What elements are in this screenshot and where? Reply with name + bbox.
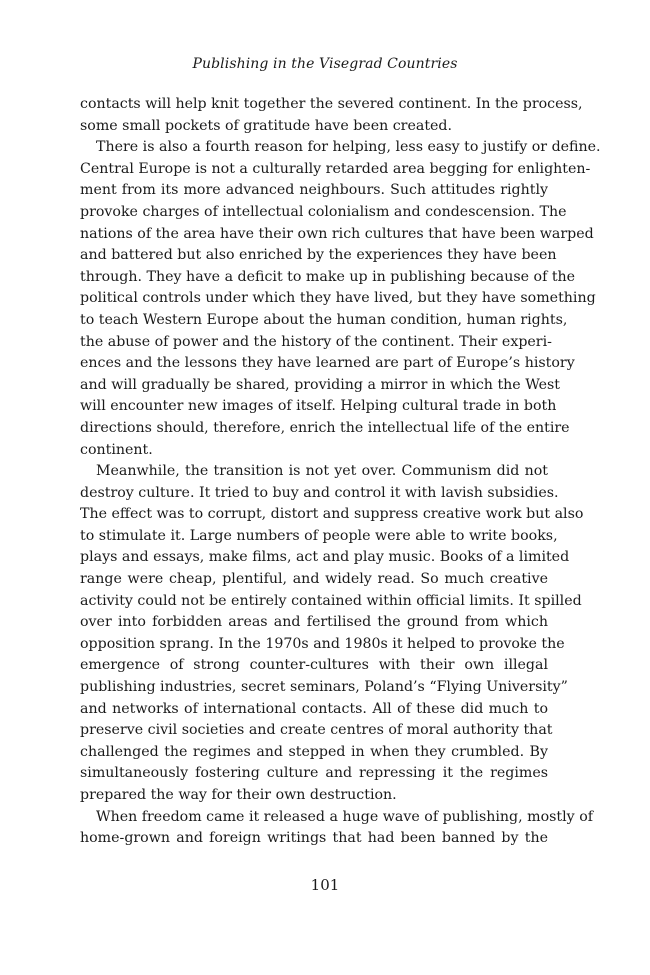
text-line: continent. bbox=[80, 441, 153, 458]
text-line: to teach Western Europe about the human condition, human rights, bbox=[80, 311, 568, 328]
text-line: home-grown and foreign writings that had been banned by the bbox=[80, 830, 548, 847]
text-line: challenged the regimes and stepped in when they crumbled. By bbox=[80, 743, 548, 760]
text-line: directions should, therefore, enrich the intellectual life of the entire bbox=[80, 419, 570, 436]
text-line: political controls under which they have lived, but they have something bbox=[80, 290, 596, 307]
text-line: There is also a fourth reason for helping, less easy to justify or define. bbox=[96, 139, 601, 156]
text-line: through. They have a deficit to make up in publishing because of the bbox=[80, 268, 576, 285]
text-line: to stimulate it. Large numbers of people were able to write books, bbox=[80, 527, 558, 544]
text-line: opposition sprang. In the 1970s and 1980s it helped to provoke the bbox=[80, 635, 565, 652]
text-line: and will gradually be shared, providing a mirror in which the West bbox=[80, 376, 561, 393]
text-line: prepared the way for their own destruction. bbox=[80, 787, 397, 803]
paragraph bbox=[80, 807, 593, 850]
text-line: and battered but also enriched by the experiences they have been bbox=[80, 247, 557, 264]
text-line: provoke charges of intellectual colonialism and condescension. The bbox=[80, 203, 567, 220]
page-number: 101 bbox=[310, 876, 340, 894]
text-line: activity could not be entirely contained within official limits. It spilled bbox=[80, 592, 582, 609]
paragraph bbox=[80, 461, 584, 807]
text-line: destroy culture. It tried to buy and control it with lavish subsidies. bbox=[80, 484, 559, 501]
text-line: some small pockets of gratitude have been created. bbox=[80, 117, 453, 134]
text-line: and networks of international contacts. All of these did much to bbox=[80, 700, 548, 717]
text-line: ences and the lessons they have learned are part of Europe’s history bbox=[80, 355, 575, 372]
text-line: will encounter new images of itself. Helping cultural trade in both bbox=[80, 398, 557, 415]
paragraph bbox=[80, 94, 583, 137]
text-line: contacts will help knit together the severed continent. In the process, bbox=[80, 96, 583, 112]
text-line: Central Europe is not a culturally retarded area begging for enlighten- bbox=[80, 160, 591, 177]
text-line: simultaneously fostering culture and repressing it the regimes bbox=[80, 765, 548, 782]
text-line: the abuse of power and the history of the continent. Their experi- bbox=[80, 333, 552, 350]
text-line: ment from its more advanced neighbours. Such attitudes rightly bbox=[80, 182, 548, 199]
text-line: When freedom came it released a huge wave of publishing, mostly of bbox=[96, 808, 593, 825]
text-line: publishing industries, secret seminars, Poland’s “Flying University” bbox=[80, 679, 568, 696]
text-line: The effect was to corrupt, distort and suppress creative work but also bbox=[80, 506, 584, 523]
text-line: range were cheap, plentiful, and widely read. So much creative bbox=[80, 571, 548, 588]
text-line: nations of the area have their own rich cultures that have been warped bbox=[80, 225, 594, 242]
paragraph bbox=[80, 137, 601, 461]
text-line: preserve civil societies and create centres of moral authority that bbox=[80, 722, 553, 739]
text-line: plays and essays, make films, act and play music. Books of a limited bbox=[80, 549, 570, 566]
body-text bbox=[80, 94, 601, 850]
text-line: over into forbidden areas and fertilised the ground from which bbox=[80, 614, 548, 631]
text-line: emergence of strong counter-cultures with their own illegal bbox=[80, 657, 548, 674]
running-head: Publishing in the Visegrad Countries bbox=[192, 56, 458, 72]
text-line: Meanwhile, the transition is not yet over. Communism did not bbox=[96, 463, 548, 480]
